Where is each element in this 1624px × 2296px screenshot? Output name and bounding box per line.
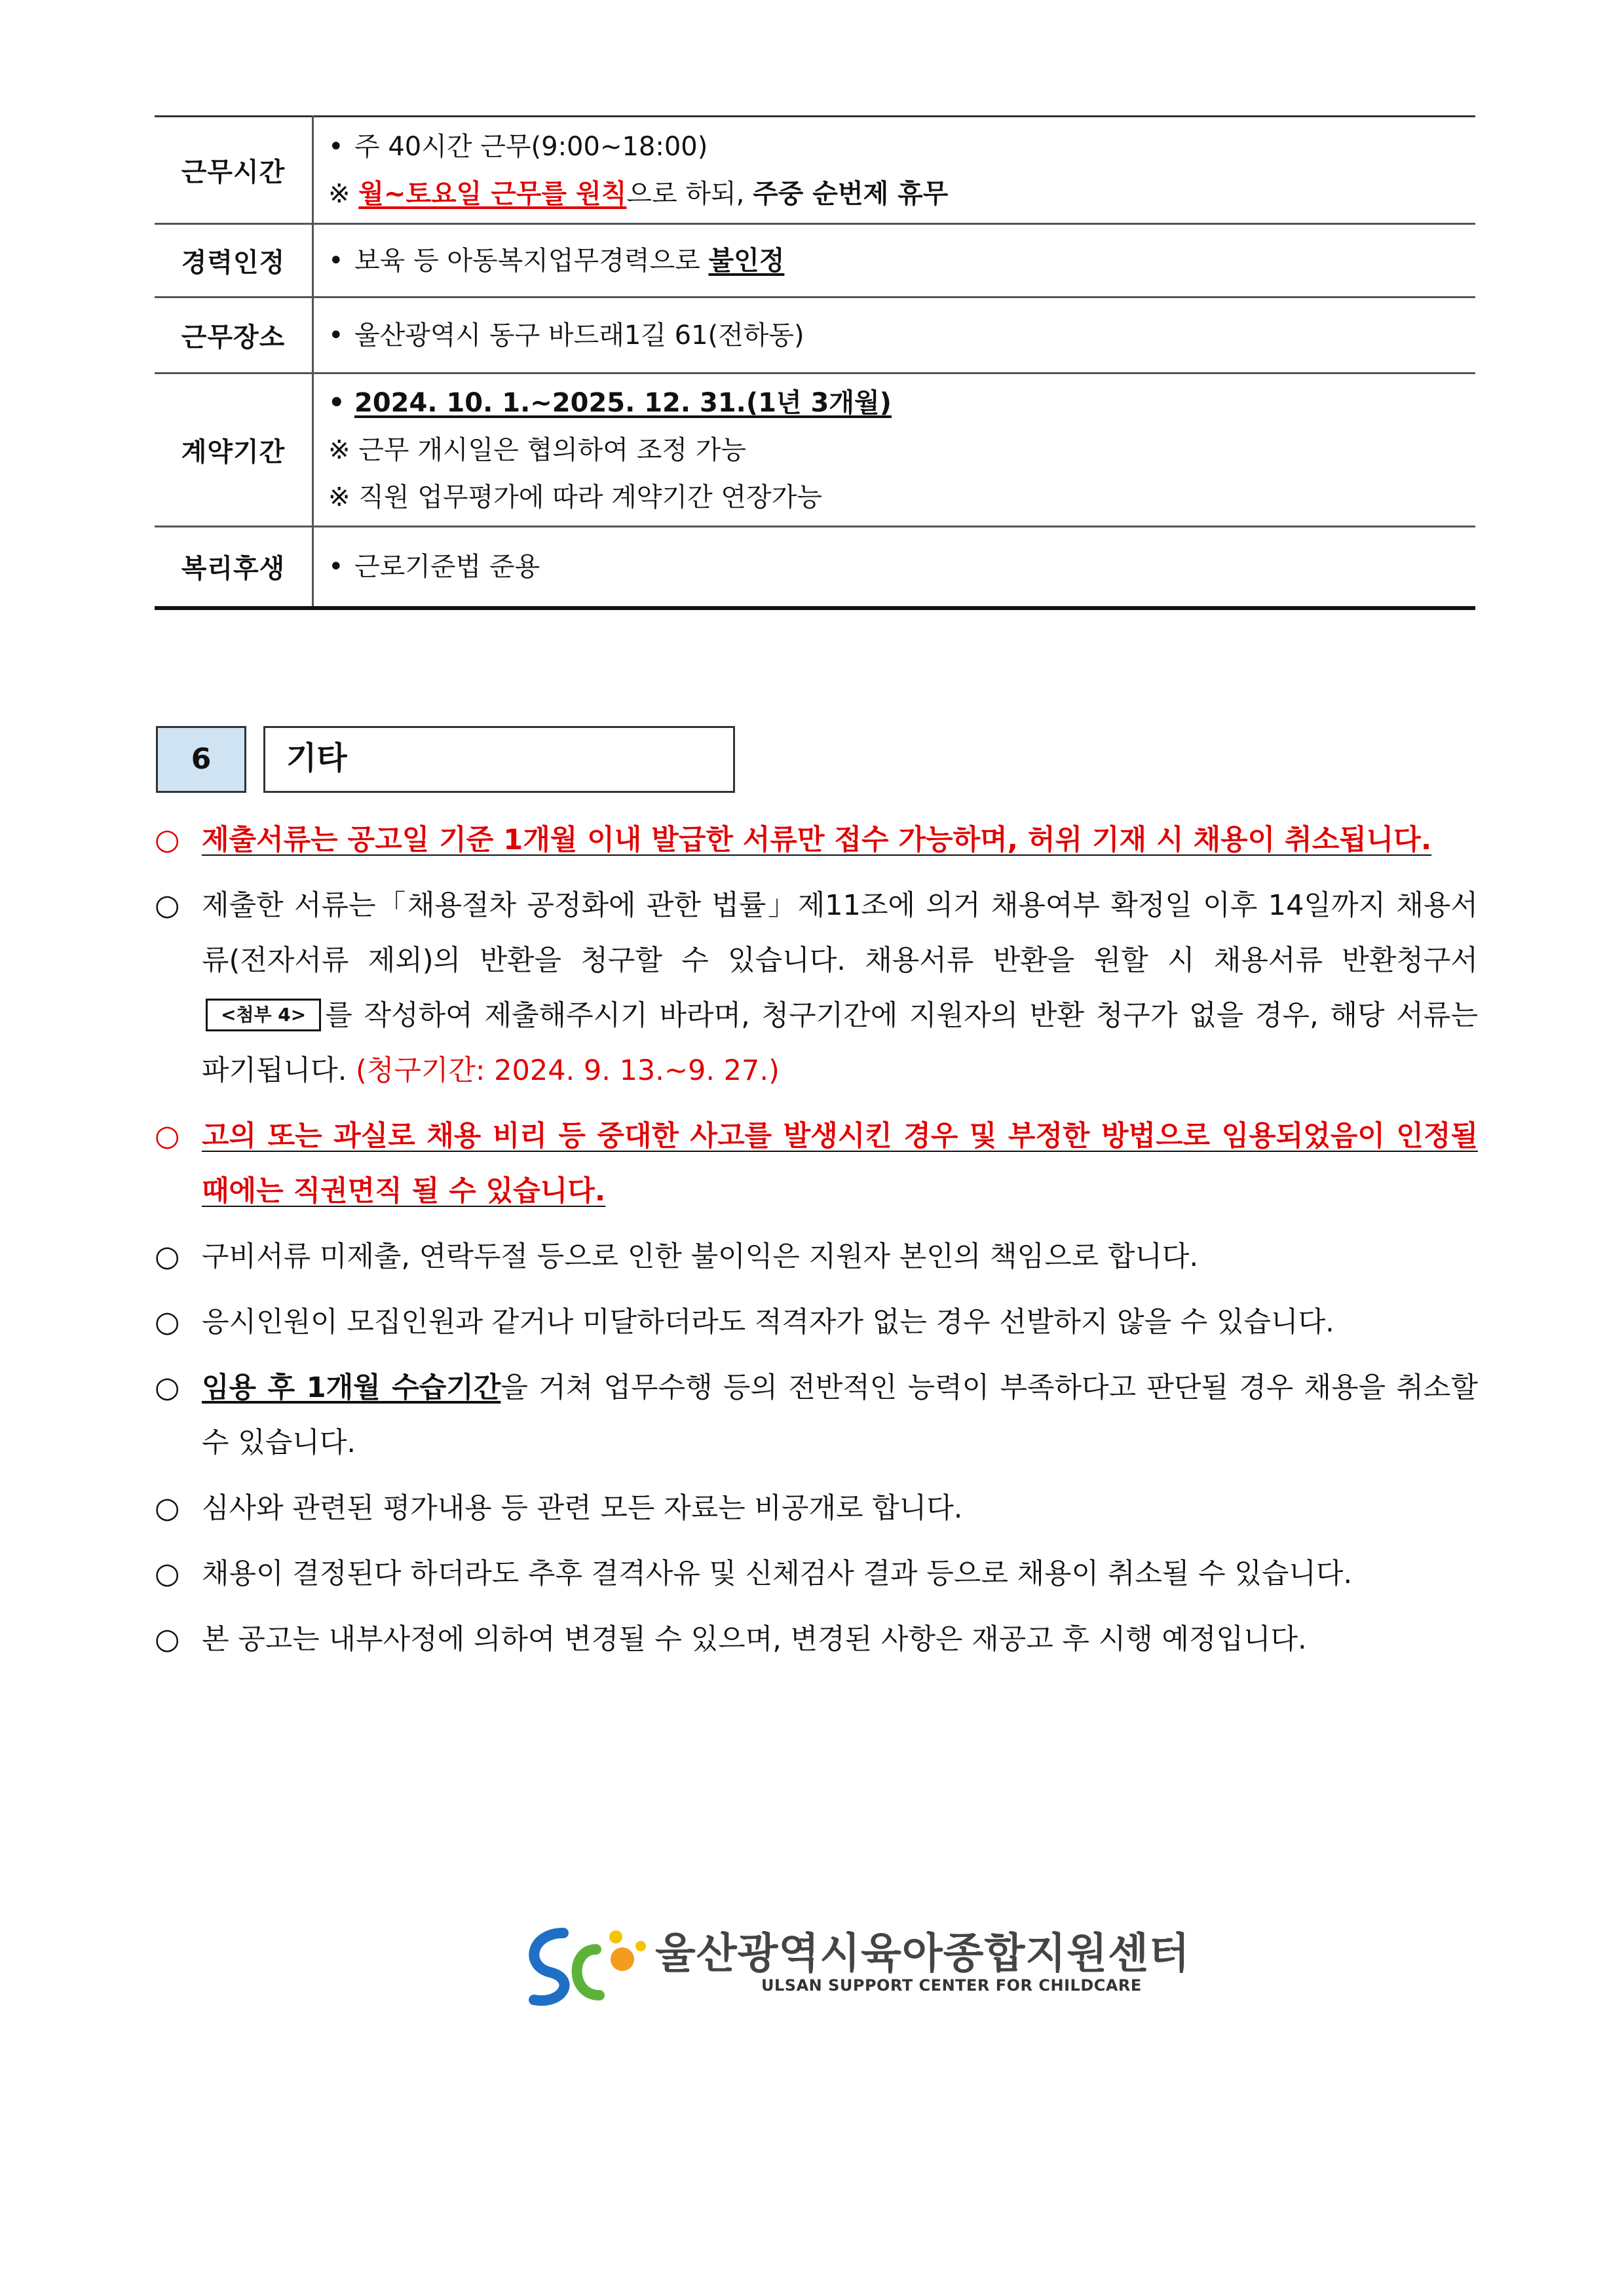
career-text: 보육 등 아동복지업무경력으로 [354, 245, 709, 276]
workplace-address: 울산광역시 동구 바드래1길 61(전하동) [354, 320, 804, 351]
logo-name-korean: 울산광역시육아종합지원센터 [655, 1930, 1190, 1978]
table-row [155, 527, 1475, 608]
circle-bullet: ○ [155, 1305, 180, 1339]
bullet-dot: • [328, 551, 344, 582]
row-value [313, 297, 1476, 373]
circle-bullet: ○ [155, 1371, 180, 1404]
logo-name-english: ULSAN SUPPORT CENTER FOR CHILDCARE [761, 1976, 1142, 1995]
work-note-mid: 으로 하되, [626, 178, 753, 209]
row-label: 계약기간 [155, 373, 313, 527]
attachment-tag: <첨부 4> [206, 999, 321, 1031]
career-not-recognized: 불인정 [708, 245, 785, 276]
circle-bullet: ○ [155, 1491, 180, 1525]
table-row [155, 224, 1475, 297]
list-item: ○ 채용이 결정된다 하더라도 추후 결격사유 및 신체검사 결과 등으로 채용이 취소될 수 있습니다. [155, 1546, 1478, 1601]
row-value [313, 527, 1476, 608]
list-item: ○ 제출한 서류는「채용절차 공정화에 관한 법률」제11조에 의거 채용여부 확정일 이후 14일까지 채용서류(전자서류 제외)의 반환을 청구할 수 있습니다. 채용서류 반환을 원할 시 채용서류 반환청구서<첨부 4> 를 작성하여 제출해주시기 바라며, 청구기간에 지원자의 반환 청구가 없을 경우, 해당 서류는 파기됩니다. (청구기간: 2024. 9. 13.~9. 27.) [155, 878, 1478, 1098]
work-principle-text: 월~토요일 근무를 원칙 [358, 178, 627, 209]
row-label: 근무장소 [155, 297, 313, 373]
welfare-text: 근로기준법 준용 [354, 551, 540, 582]
list-item: ○ 고의 또는 과실로 채용 비리 등 중대한 사고를 발생시킨 경우 및 부정한 방법으로 임용되었음이 인정될 때에는 직권면직 될 수 있습니다. [155, 1109, 1478, 1219]
table-row [155, 297, 1475, 373]
contract-note-2: ※ 직원 업무평가에 따라 계약기간 연장가능 [328, 482, 822, 512]
row-label: 복리후생 [155, 527, 313, 608]
bullet-dot: • [328, 131, 344, 162]
row-value [313, 373, 1476, 527]
row-value [313, 117, 1476, 224]
section-title: 기타 [263, 726, 735, 793]
row-value [313, 224, 1476, 297]
center-logo [518, 1920, 1190, 2012]
probation-text: 임용 후 1개월 수습기간 [202, 1371, 501, 1404]
list-item: ○ 응시인원이 모집인원과 같거나 미달하더라도 적격자가 없는 경우 선발하지 않을 수 있습니다. [155, 1295, 1478, 1350]
rotation-off-text: 주중 순번제 휴무 [753, 178, 949, 209]
contract-period: 2024. 10. 1.~2025. 12. 31.(1년 3개월) [354, 387, 892, 418]
circle-bullet: ○ [155, 889, 180, 922]
table-row [155, 117, 1475, 224]
row-label: 경력인정 [155, 224, 313, 297]
list-item: ○ 제출서류는 공고일 기준 1개월 이내 발급한 서류만 접수 가능하며, 허위 기재 시 채용이 취소됩니다. [155, 813, 1478, 868]
bullet-dot: • [328, 387, 345, 418]
note-mark: ※ [328, 178, 359, 209]
contract-note-1: ※ 근무 개시일은 협의하여 조정 가능 [328, 434, 747, 465]
list-item: ○ 본 공고는 내부사정에 의하여 변경될 수 있으며, 변경된 사항은 재공고 후 시행 예정입니다. [155, 1612, 1478, 1667]
section-number: 6 [156, 726, 246, 793]
circle-bullet: ○ [155, 1622, 180, 1656]
notice-list [155, 813, 1478, 1677]
list-item: ○ 임용 후 1개월 수습기간을 거쳐 업무수행 등의 전반적인 능력이 부족하다고 판단될 경우 채용을 취소할 수 있습니다. [155, 1360, 1478, 1470]
employment-conditions-table [155, 115, 1475, 610]
circle-bullet: ○ [155, 1119, 180, 1153]
list-item: ○ 구비서류 미제출, 연락두절 등으로 인한 불이익은 지원자 본인의 책임으로 합니다. [155, 1229, 1478, 1284]
work-hours-text: 주 40시간 근무(9:00~18:00) [354, 131, 708, 162]
circle-bullet: ○ [155, 1240, 180, 1273]
logo-mark-icon [518, 1920, 649, 2012]
table-row [155, 373, 1475, 527]
circle-bullet: ○ [155, 1557, 180, 1590]
claim-period: (청구기간: 2024. 9. 13.~9. 27.) [356, 1054, 780, 1087]
list-item: ○ 심사와 관련된 평가내용 등 관련 모든 자료는 비공개로 합니다. [155, 1481, 1478, 1536]
circle-bullet: ○ [155, 823, 180, 856]
bullet-dot: • [328, 320, 344, 351]
row-label: 근무시간 [155, 117, 313, 224]
bullet-dot: • [328, 245, 344, 276]
